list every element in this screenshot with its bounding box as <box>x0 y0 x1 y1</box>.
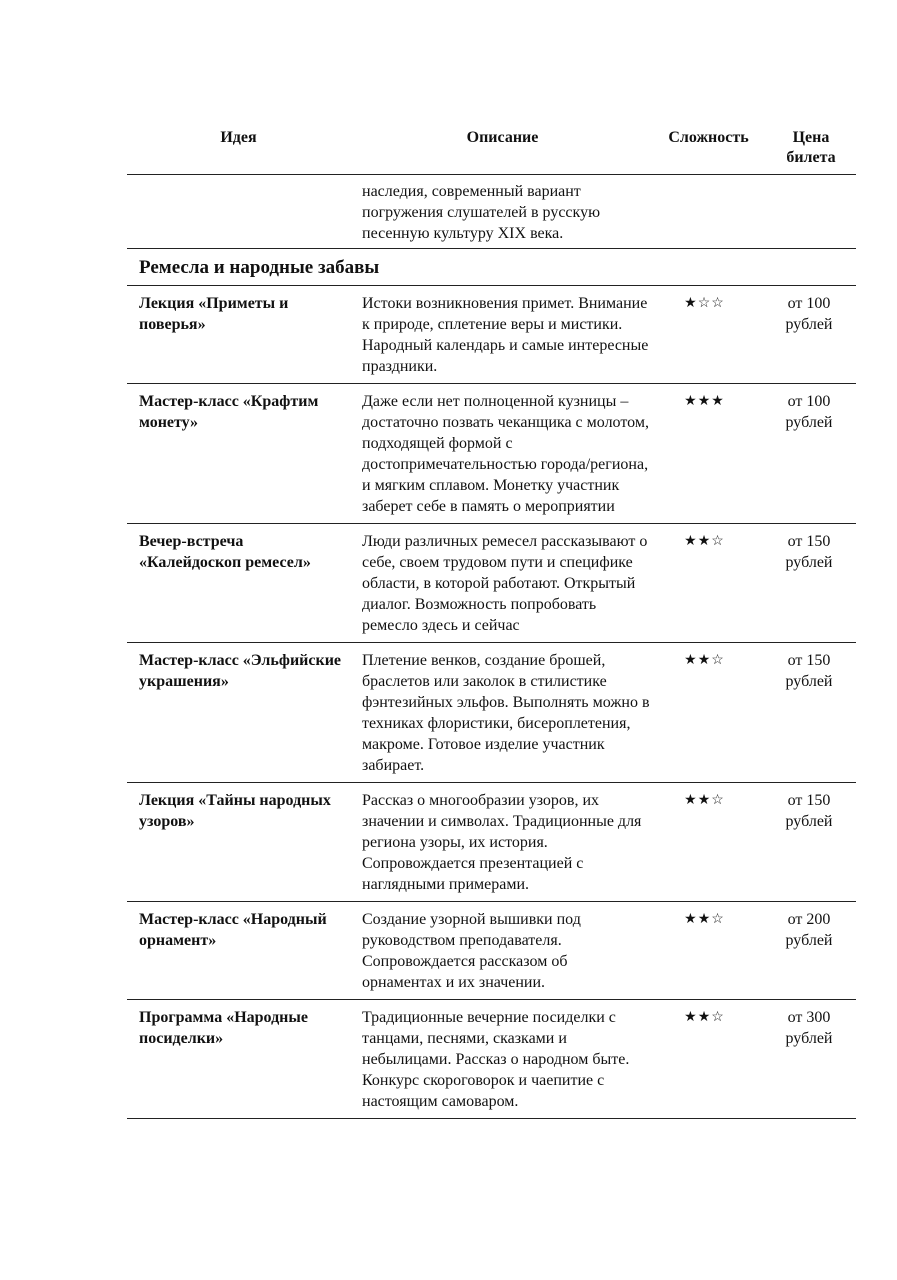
row-idea: Мастер-класс «Эльфийские украшения» <box>139 652 342 690</box>
continuation-difficulty-cell <box>655 175 762 249</box>
row-description: Истоки возникновения примет. Внимание к природе, сплетение веры и мистики. Народный календарь и самые интересные праздники. <box>362 295 649 375</box>
row-description: Плетение венков, создание брошей, браслетов или заколок в стилистике фэнтезийных эльфов. Выполнять можно в техниках флористики, бисероплетения, макроме. Готовое изделие участник забирает. <box>362 652 650 774</box>
row-difficulty-stars: ★★☆ <box>684 1010 725 1025</box>
row-price: от 150 рублей <box>785 533 833 571</box>
section-row <box>127 249 856 286</box>
row-difficulty-stars: ★★☆ <box>684 793 725 808</box>
row-difficulty-stars: ★☆☆ <box>684 296 725 311</box>
header-price: Цена билета <box>786 129 836 166</box>
row-difficulty-stars: ★★☆ <box>684 912 725 927</box>
row-difficulty-stars: ★★☆ <box>684 653 725 668</box>
continuation-price-cell <box>762 175 856 249</box>
section-title: Ремесла и народные забавы <box>139 257 380 278</box>
row-price: от 100 рублей <box>785 393 833 431</box>
row-idea: Мастер-класс «Народный орнамент» <box>139 911 327 949</box>
row-price: от 300 рублей <box>785 1009 833 1047</box>
row-description: Рассказ о многообразии узоров, их значении и символах. Традиционные для региона узоры, их история. Сопровождается презентацией с наглядными примерами. <box>362 792 642 893</box>
table-row <box>127 902 856 1000</box>
row-idea: Лекция «Приметы и поверья» <box>139 295 289 333</box>
row-price: от 200 рублей <box>785 911 833 949</box>
header-difficulty: Сложность <box>668 129 749 146</box>
row-difficulty-stars: ★★☆ <box>684 534 725 549</box>
table-header-row <box>127 122 856 175</box>
row-idea: Вечер-встреча «Калейдоскоп ремесел» <box>139 533 311 571</box>
table-row <box>127 384 856 524</box>
ideas-table <box>127 122 856 1119</box>
row-idea: Лекция «Тайны народных узоров» <box>139 792 331 830</box>
row-price: от 100 рублей <box>785 295 833 333</box>
row-idea: Мастер-класс «Крафтим монету» <box>139 393 319 431</box>
table-row <box>127 643 856 783</box>
row-difficulty-stars: ★★★ <box>684 394 725 409</box>
row-price: от 150 рублей <box>785 792 833 830</box>
table-row <box>127 524 856 643</box>
row-idea: Программа «Народные посиделки» <box>139 1009 308 1047</box>
row-description: Традиционные вечерние посиделки с танцами, песнями, сказками и небылицами. Рассказ о народном быте. Конкурс скороговорок и чаепитие с настоящим самоваром. <box>362 1009 630 1110</box>
table-row <box>127 1000 856 1119</box>
row-description: Люди различных ремесел рассказывают о себе, своем трудовом пути и специфике области, в которой работают. Открытый диалог. Возможность попробовать ремесло здесь и сейчас <box>362 533 648 634</box>
continuation-row <box>127 175 856 249</box>
table-row <box>127 286 856 384</box>
header-idea: Идея <box>220 129 257 146</box>
row-description: Даже если нет полноценной кузницы – достаточно позвать чеканщика с молотом, подходящей формой с достопримечательностью города/региона, и мягким сплавом. Монетку участник заберет себе в память о мероприятии <box>362 393 649 515</box>
table-row <box>127 783 856 902</box>
header-description: Описание <box>466 129 539 146</box>
continuation-idea-cell <box>127 175 350 249</box>
row-description: Создание узорной вышивки под руководством преподавателя. Сопровождается рассказом об орнаментах и их значении. <box>362 911 581 991</box>
row-price: от 150 рублей <box>785 652 833 690</box>
continuation-description: наследия, современный вариант погружения слушателей в русскую песенную культуру XIX века. <box>362 183 601 242</box>
